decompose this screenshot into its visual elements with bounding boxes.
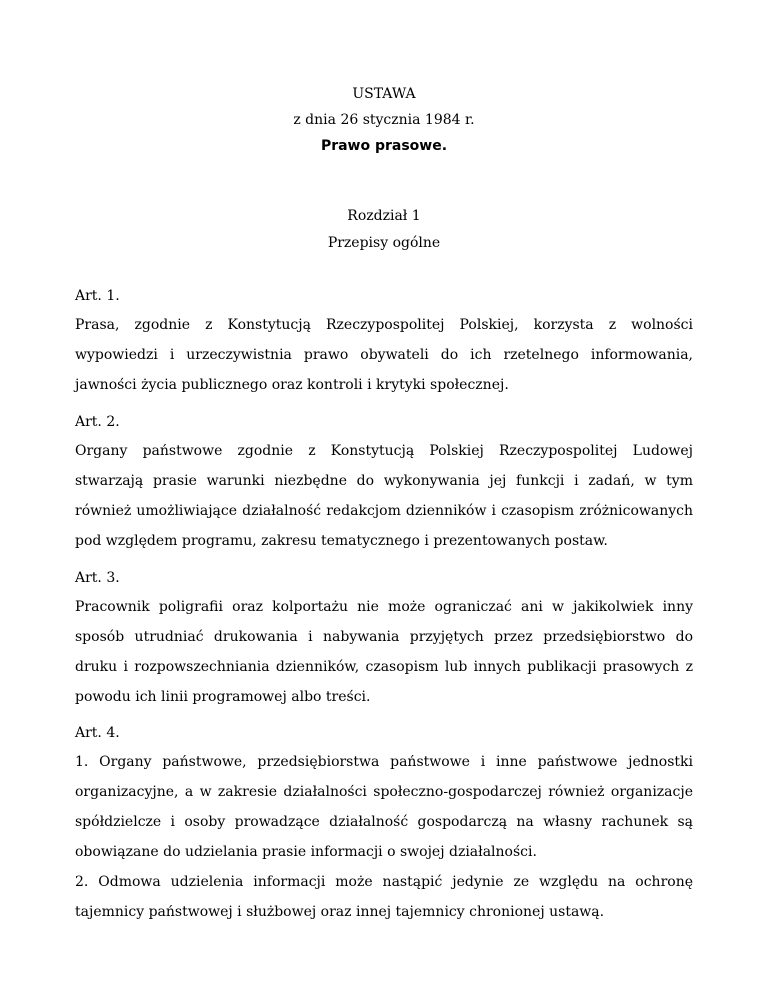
chapter-title: Przepisy ogólne bbox=[327, 235, 441, 251]
article-1-line: Prasa, zgodnie z Konstytucją Rzeczypospolitej Polskiej, korzysta z wolności bbox=[75, 317, 693, 333]
article-2-line: stwarzają prasie warunki niezbędne do wykonywania jej funkcji i zadań, w tym bbox=[75, 473, 693, 489]
article-4-line: 2. Odmowa udzielenia informacji może nastąpić jedynie ze względu na ochronę bbox=[75, 874, 693, 890]
article-4-line: 1. Organy państwowe, przedsiębiorstwa państwowe i inne państwowe jednostki bbox=[75, 754, 693, 770]
article-2-line: Organy państwowe zgodnie z Konstytucją Polskiej Rzeczypospolitej Ludowej bbox=[75, 443, 693, 459]
act-title: Prawo prasowe. bbox=[320, 138, 448, 154]
article-3-body bbox=[75, 592, 693, 712]
article-2-line: również umożliwiające działalność redakcjom dzienników i czasopism zróżnicowanych bbox=[75, 503, 693, 519]
article-4-line: organizacyjne, a w zakresie działalności społeczno-gospodarczej również organizacje bbox=[75, 784, 693, 800]
act-type: USTAWA bbox=[352, 86, 416, 102]
article-1-line: jawności życia publicznego oraz kontroli i krytyki społecznej. bbox=[75, 377, 509, 393]
article-1-heading: Art. 1. bbox=[75, 288, 120, 304]
article-4-heading: Art. 4. bbox=[75, 725, 120, 741]
article-4-line: obowiązane do udzielania prasie informacji o swojej działalności. bbox=[75, 844, 537, 860]
article-2-heading: Art. 2. bbox=[75, 414, 120, 430]
article-3-line: Pracownik poligrafii oraz kolportażu nie może ograniczać ani w jakikolwiek inny bbox=[75, 599, 693, 615]
article-3-line: powodu ich linii programowej albo treści. bbox=[75, 689, 371, 705]
article-4-line: spółdzielcze i osoby prowadzące działalność gospodarczą na własny rachunek są bbox=[75, 814, 693, 830]
article-1-body bbox=[75, 310, 693, 400]
article-2-body bbox=[75, 436, 693, 556]
article-1-line: wypowiedzi i urzeczywistnia prawo obywateli do ich rzetelnego informowania, bbox=[75, 347, 693, 363]
article-4-body bbox=[75, 747, 693, 927]
article-3-line: sposób utrudniać drukowania i nabywania przyjętych przez przedsiębiorstwo do bbox=[75, 629, 693, 645]
act-date: z dnia 26 stycznia 1984 r. bbox=[293, 112, 475, 128]
article-3-heading: Art. 3. bbox=[75, 570, 120, 586]
article-4-line: tajemnicy państwowej i służbowej oraz innej tajemnicy chronionej ustawą. bbox=[75, 904, 605, 920]
article-3-line: druku i rozpowszechniania dzienników, czasopism lub innych publikacji prasowych z bbox=[75, 659, 693, 675]
chapter-number: Rozdział 1 bbox=[347, 208, 421, 224]
article-2-line: pod względem programu, zakresu tematycznego i prezentowanych postaw. bbox=[75, 533, 608, 549]
